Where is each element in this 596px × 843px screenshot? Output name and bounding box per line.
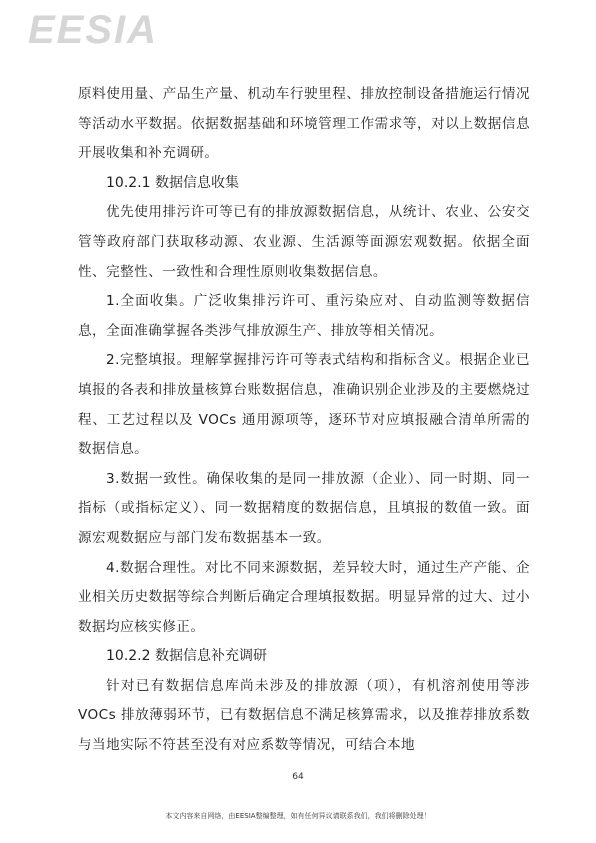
section-heading-10-2-2: 10.2.2 数据信息补充调研 [106,648,267,665]
page-number: 64 [292,772,304,782]
section-heading-10-2-1: 10.2.1 数据信息收集 [106,174,239,191]
paragraph-supplementary-survey: 针对已有数据信息库尚未涉及的排放源（项），有机溶剂使用等涉 VOCs 排放薄弱环节，已有数据信息不满足核算需求，以及推荐排放系数与当地实际不符甚至没有对应系数等情况，可结合本地 [78,677,530,754]
paragraph-priority-sources: 优先使用排污许可等已有的排放源数据信息，从统计、农业、公安交管等政府部门获取移动源、农业源、生活源等面源宏观数据。依据全面性、完整性、一致性和合理性原则收集数据信息。 [78,204,530,280]
eesia-logo: EESIA [28,8,159,52]
paragraph-data-rationality: 4.数据合理性。对比不同来源数据，差异较大时，通过生产产能、企业相关历史数据等综合判断后确定合理填报数据。明显异常的过大、过小数据均应核实修正。 [78,559,530,635]
paragraph-data-consistency: 3.数据一致性。确保收集的是同一排放源（企业）、同一时期、同一指标（或指标定义）、同一数据精度的数据信息，且填报的数值一致。面源宏观数据应与部门发布数据基本一致。 [78,470,530,546]
document-body [78,80,530,761]
paragraph-comprehensive-collection: 1.全面收集。广泛收集排污许可、重污染应对、自动监测等数据信息，全面准确掌握各类涉气排放源生产、排放等相关情况。 [78,293,530,339]
paragraph-activity-data: 原料使用量、产品生产量、机动车行驶里程、排放控制设备措施运行情况等活动水平数据。依据数据基础和环境管理工作需求等，对以上数据信息开展收集和补充调研。 [78,86,530,162]
footer-disclaimer: 本文内容来自网络，由EESIA整编整理，如有任何异议请联系我们，我们将删除处理！ [165,812,431,820]
paragraph-complete-reporting: 2.完整填报。理解掌握排污许可等表式结构和指标含义。根据企业已填报的各表和排放量核算台账数据信息，准确识别企业涉及的主要燃烧过程、工艺过程以及 VOCs 通用源项等，逐环节对应填报融合清单所需的数据信息。 [78,352,530,458]
